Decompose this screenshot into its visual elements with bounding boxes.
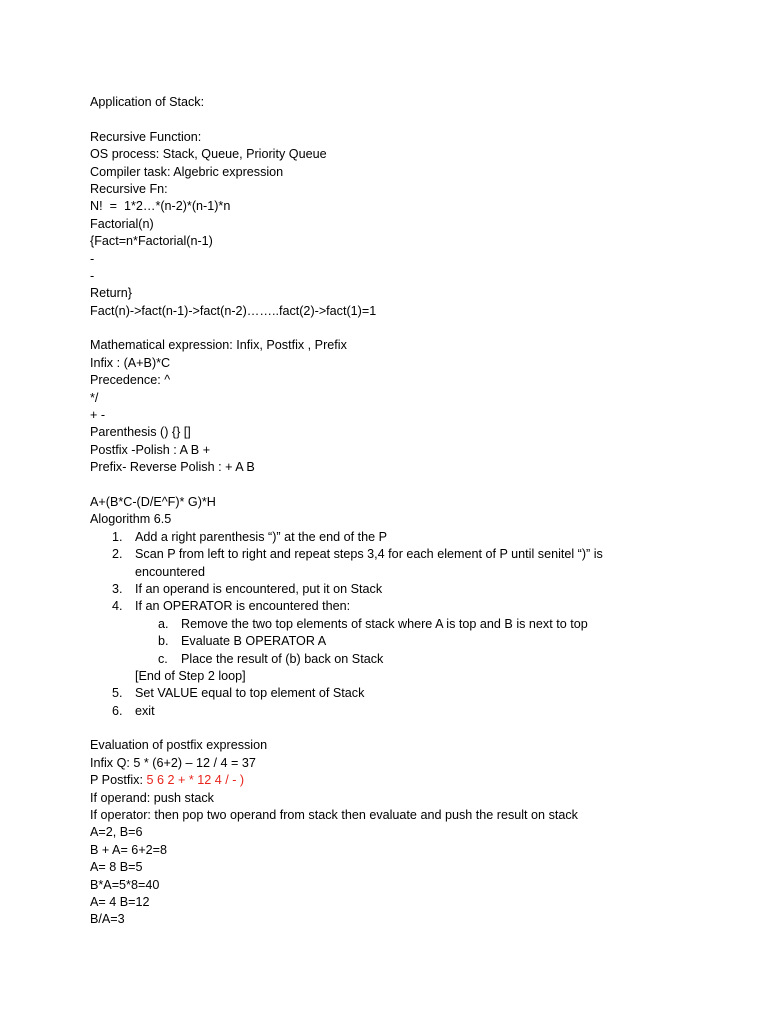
recursion-block — [90, 129, 730, 320]
text-line: Return} — [90, 286, 133, 301]
infix-question: Infix Q: 5 * (6+2) – 12 / 4 = 37 — [90, 755, 256, 770]
text-line: Factorial(n) — [90, 216, 154, 231]
text-line: Parenthesis () {} [] — [90, 425, 191, 440]
postfix-value: 5 6 2 + * 12 4 / - ) — [146, 773, 245, 788]
text-line: A= 8 B=5 — [90, 860, 143, 875]
end-loop-note: [End of Step 2 loop] — [135, 668, 246, 683]
algorithm-steps — [90, 529, 730, 720]
text-line: Recursive Fn: — [90, 181, 168, 196]
text-line: {Fact=n*Factorial(n-1) — [90, 234, 213, 249]
text-line: - — [90, 251, 95, 266]
text-line: If operand: push stack — [90, 790, 214, 805]
algorithm-step: 3. If an operand is encountered, put it on Stack — [112, 581, 383, 596]
evaluation-title: Evaluation of postfix expression — [90, 738, 268, 753]
text-line: OS process: Stack, Queue, Priority Queue — [90, 147, 327, 162]
text-line: A= 4 B=12 — [90, 894, 150, 909]
text-line: Prefix- Reverse Polish : + A B — [90, 460, 255, 475]
evaluation-block — [90, 737, 730, 928]
text-line: Postfix -Polish : A B + — [90, 442, 211, 457]
text-line: If operator: then pop two operand from stack then evaluate and push the result on stack — [90, 808, 578, 823]
text-line: Mathematical expression: Infix, Postfix , Prefix — [90, 338, 347, 353]
postfix-line — [90, 772, 730, 789]
text-line: Fact(n)->fact(n-1)->fact(n-2)……..fact(2)->fact(1)=1 — [90, 303, 377, 318]
text-line: - — [90, 268, 95, 283]
algorithm-title: Alogorithm 6.5 — [90, 512, 172, 527]
document-title: Application of Stack: — [90, 95, 205, 109]
algorithm-step: 5. Set VALUE equal to top element of Stack — [112, 686, 365, 701]
algorithm-step: 2. Scan P from left to right and repeat steps 3,4 for each element of P until senitel “)” is — [112, 547, 603, 562]
expression-block — [90, 337, 730, 476]
text-line: N! = 1*2…*(n-2)*(n-1)*n — [90, 199, 231, 214]
text-line: Precedence: ^ — [90, 373, 171, 388]
text-line: Infix : (A+B)*C — [90, 355, 171, 370]
document-page — [90, 94, 730, 929]
text-line: Recursive Function: — [90, 129, 202, 144]
algorithm-step: 6. exit — [112, 703, 155, 718]
algorithm-step: 1. Add a right parenthesis “)” at the end of the P — [112, 529, 388, 544]
text-line: B + A= 6+2=8 — [90, 842, 168, 857]
algorithm-substep: c. Place the result of (b) back on Stack — [158, 651, 384, 666]
text-line: B/A=3 — [90, 912, 125, 927]
algorithm-substep: a. Remove the two top elements of stack where A is top and B is next to top — [158, 616, 588, 631]
text-line: + - — [90, 408, 106, 423]
algorithm-step-continuation: encountered — [135, 564, 206, 579]
algorithm-substep: b. Evaluate B OPERATOR A — [158, 634, 327, 649]
text-line: B*A=5*8=40 — [90, 877, 160, 892]
text-line: */ — [90, 390, 99, 405]
text-line: Compiler task: Algebric expression — [90, 164, 284, 179]
postfix-label: P Postfix: — [90, 773, 147, 788]
example-expression: A+(B*C-(D/E^F)* G)*H — [90, 494, 216, 509]
algorithm-step: 4. If an OPERATOR is encountered then: — [112, 599, 351, 614]
text-line: A=2, B=6 — [90, 825, 143, 840]
